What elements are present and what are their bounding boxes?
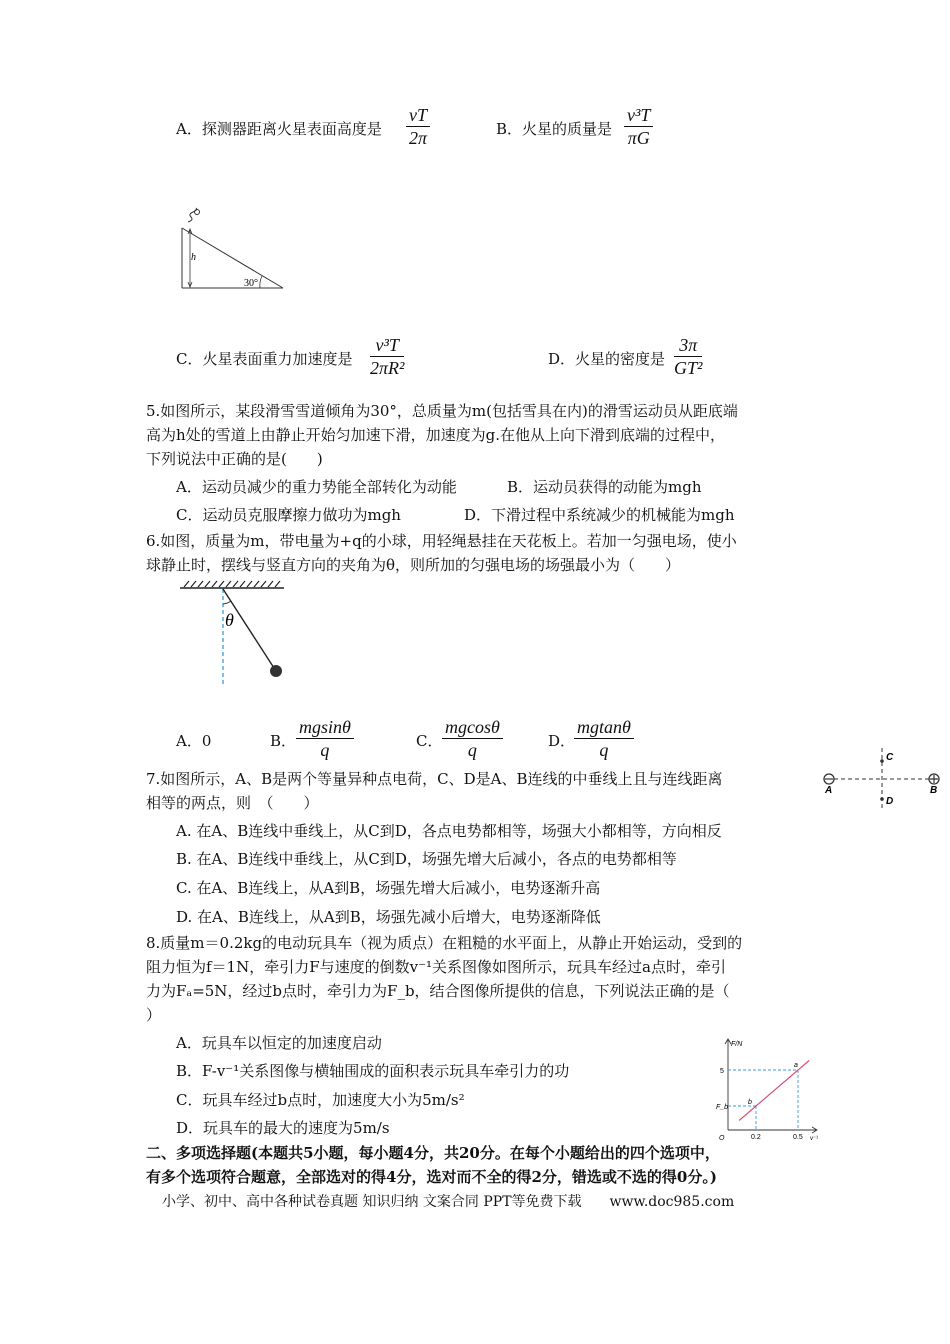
q6-stem-line1: 6.如图，质量为m，带电量为+q的小球，用轻绳悬挂在天花板上。若加一匀强电场，使小: [146, 532, 737, 550]
footer-text: 小学、初中、高中各种试卷真题 知识归纳 文案合同 PPT等免费下载 www.doc985.com: [162, 1194, 735, 1210]
section2-line2: 有多个选项符合题意，全部选对的得4分，选对而不全的得2分，错选或不选的得0分。): [146, 1168, 717, 1186]
point-b-label: b: [748, 1099, 752, 1106]
q4-option-d-fraction: $\frac{3\pi}{\text{GT²}}$: [674, 335, 703, 378]
x-axis-label: v⁻¹: [810, 1136, 819, 1142]
q8-stem-line2: 阻力恒为f＝1N，牵引力F与速度的倒数v⁻¹关系图像如图所示，玩具车经过a点时，牵引: [146, 958, 726, 976]
h-label: h: [191, 252, 196, 263]
q8-option-b: B．F-v⁻¹关系图像与横轴围成的面积表示玩具车牵引力的功: [176, 1062, 570, 1080]
q4-option-a-fraction: $\frac{vT}{2\pi}$: [406, 104, 430, 149]
q8-option-a: A．玩具车以恒定的加速度启动: [176, 1034, 382, 1052]
q5-stem-line2: 高为h处的雪道上由静止开始匀加速下滑，加速度为g.在他从上向下滑到底端的过程中，: [146, 426, 726, 444]
q7-stem-line1: 7.如图所示，A、B是两个等量异种点电荷，C、D是A、B连线的中垂线上且与连线距离: [146, 770, 723, 788]
pendulum-figure: [176, 578, 296, 690]
point-d: [880, 797, 884, 801]
q8-option-c: C．玩具车经过b点时，加速度大小为5m/s²: [176, 1091, 465, 1109]
f-vs-inverse-v-chart: [706, 1034, 824, 1142]
theta-label: θ: [225, 610, 234, 630]
q4-option-c-fraction: $\frac{\text{v³T}}{\text{2πR²}}$: [370, 335, 405, 378]
q5-option-a: A．运动员减少的重力势能全部转化为动能: [176, 478, 457, 496]
origin-label: O: [719, 1135, 725, 1142]
q7-option-d: D. 在A、B连线上，从A到B，场强先减小后增大，电势逐渐降低: [176, 908, 601, 926]
x-tick-0-2: 0.2: [751, 1134, 761, 1141]
label-d: D: [886, 796, 894, 807]
q6-option-d-fraction: $\frac{mgtan\theta}{q}$: [574, 716, 634, 761]
q5-option-b: B．运动员获得的动能为mgh: [507, 478, 702, 496]
y-tick-fb: F_b: [716, 1104, 729, 1111]
q6-option-c-fraction: $\frac{mgcos\theta}{q}$: [442, 716, 503, 761]
y-axis-label: F/N: [731, 1041, 743, 1048]
charges-figure: [820, 744, 945, 816]
q8-stem-line4: ）: [146, 1006, 162, 1024]
angle-label: 30°: [244, 278, 258, 289]
q4-option-b-fraction: $\frac{\text{v³T}}{\pi G}$: [624, 104, 653, 149]
q5-stem-line3: 下列说法中正确的是( ): [146, 450, 323, 468]
q8-option-d: D．玩具车的最大的速度为5m/s: [176, 1119, 390, 1137]
label-a: A: [825, 785, 833, 796]
incline-slope: [182, 228, 283, 288]
q4-option-c: C．火星表面重力加速度是: [176, 350, 353, 368]
q6-option-d-label: D．: [548, 732, 576, 750]
label-c: C: [886, 752, 894, 763]
q6-option-a: A．0: [176, 732, 212, 750]
q6-option-c-label: C．: [416, 732, 443, 750]
point-c: [880, 759, 884, 763]
q6-stem-line2: 球静止时，摆线与竖直方向的夹角为θ，则所加的匀强电场的场强最小为（ ）: [146, 556, 681, 574]
skier-head-icon: [195, 210, 200, 215]
series-line: [739, 1060, 809, 1120]
q7-option-b: B. 在A、B连线中垂线上，从C到D，场强先增大后减小，各点的电势都相等: [176, 850, 677, 868]
q4-option-d: D．火星的密度是: [548, 350, 666, 368]
q5-option-d: D．下滑过程中系统减少的机械能为mgh: [464, 506, 735, 524]
point-a-label: a: [794, 1062, 798, 1069]
q8-stem-line3: 力为Fₐ=5N，经过b点时，牵引力为F_b，结合图像所提供的信息，下列说法正确的是（: [146, 982, 730, 1000]
q7-option-c: C. 在A、B连线上，从A到B，场强先增大后减小，电势逐渐升高: [176, 879, 601, 897]
q7-stem-line2: 相等的两点，则 （ ）: [146, 794, 319, 812]
theta-arc: [223, 601, 231, 604]
q6-option-b-fraction: $\frac{mgsin\theta}{q}$: [296, 716, 354, 761]
q5-stem-line1: 5.如图所示，某段滑雪雪道倾角为30°，总质量为m(包括雪具在内)的滑雪运动员从距底端: [146, 402, 738, 420]
q6-option-b-label: B．: [270, 732, 297, 750]
angle-arc: [260, 276, 262, 288]
incline-figure: [176, 208, 291, 294]
label-b: B: [930, 785, 938, 796]
x-tick-0-5: 0.5: [793, 1134, 803, 1141]
y-tick-5: 5: [720, 1068, 724, 1075]
q7-option-a: A. 在A、B连线中垂线上，从C到D，各点电势都相等，场强大小都相等，方向相反: [176, 822, 722, 840]
q4-option-a: A．探测器距离火星表面高度是: [176, 120, 382, 138]
q8-stem-line1: 8.质量m＝0.2kg的电动玩具车（视为质点）在粗糙的水平面上，从静止开始运动，受到的: [146, 934, 743, 952]
ceiling-hatch: [184, 581, 280, 587]
section2-line1: 二、多项选择题(本题共5小题，每小题4分，共20分。在每个小题给出的四个选项中，: [146, 1144, 720, 1162]
q5-option-c: C．运动员克服摩擦力做功为mgh: [176, 506, 401, 524]
q4-option-b: B．火星的质量是: [496, 120, 613, 138]
ball: [270, 665, 282, 677]
